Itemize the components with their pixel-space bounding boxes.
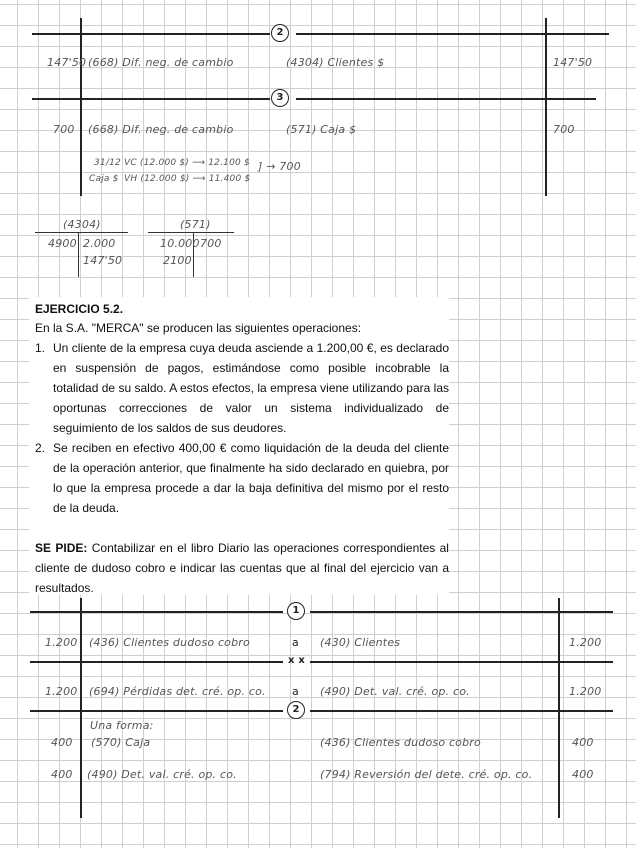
debit-amount: 147'50 bbox=[47, 56, 87, 69]
top-journal-left-margin bbox=[80, 18, 82, 196]
note-calc: VH (12.000 $) ⟶ 11.400 $ bbox=[124, 174, 251, 184]
entry-number-badge: 2 bbox=[287, 701, 305, 719]
exercise-intro: En la S.A. "MERCA" se producen las siguientes operaciones: bbox=[35, 321, 362, 335]
operation-text: Un cliente de la empresa cuya deuda asciende a 1.200,00 €, es declarado en suspensión de pagos, estimándose como posible incobrable la totalidad de su saldo. A estos efectos, la empresa viene utilizando para las oportunas correcciones de valor un sistema individualizado de seguimiento de los saldos de sus deudores. bbox=[53, 341, 449, 435]
debit-account: (436) Clientes dudoso cobro bbox=[89, 636, 250, 649]
debit-account: (694) Pérdidas det. cré. op. co. bbox=[89, 685, 266, 698]
credit-amount: 1.200 bbox=[569, 636, 602, 649]
t-account-title: (4304) bbox=[63, 218, 101, 231]
top-journal-right-margin bbox=[545, 18, 547, 196]
t-account-right-value: 2.000 bbox=[83, 237, 116, 250]
debit-account: (668) Dif. neg. de cambio bbox=[88, 123, 234, 136]
credit-account: (436) Clientes dudoso cobro bbox=[320, 736, 481, 749]
connector: a bbox=[292, 685, 299, 698]
operations-list bbox=[35, 338, 449, 518]
credit-account: (571) Caja $ bbox=[286, 123, 357, 136]
entry-separator bbox=[30, 611, 283, 613]
note-label: 31/12 bbox=[94, 158, 121, 168]
exercise-title: EJERCICIO 5.2. bbox=[35, 302, 124, 316]
task-label: SE PIDE: bbox=[35, 541, 88, 555]
note-label: Caja $ bbox=[89, 174, 119, 184]
debit-account: (490) Det. val. cré. op. co. bbox=[87, 768, 237, 781]
debit-amount: 1.200 bbox=[45, 636, 78, 649]
operation-text: Se reciben en efectivo 400,00 € como liquidación de la deuda del cliente de la operación anterior, que finalmente ha sido declarado en quiebra, por lo que la empresa procede a dar la baja definitiva del mismo por el resto de la deuda. bbox=[53, 441, 449, 515]
t-account-right-value: 700 bbox=[200, 237, 222, 250]
credit-account: (4304) Clientes $ bbox=[286, 56, 385, 69]
operation-number: 1. bbox=[35, 341, 46, 355]
entry-separator bbox=[32, 33, 270, 35]
debit-amount: 700 bbox=[53, 123, 75, 136]
credit-amount: 147'50 bbox=[553, 56, 593, 69]
t-account-left-value: 10.000 bbox=[160, 237, 200, 250]
credit-amount: 400 bbox=[572, 768, 594, 781]
entry-number-badge: 1 bbox=[287, 602, 305, 620]
t-account-left-value: 2100 bbox=[163, 254, 192, 267]
entry-separator bbox=[296, 98, 596, 100]
note-calc: VC (12.000 $) ⟶ 12.100 $ bbox=[124, 158, 250, 168]
credit-amount: 400 bbox=[572, 736, 594, 749]
debit-account: (668) Dif. neg. de cambio bbox=[88, 56, 234, 69]
t-account-top-line bbox=[148, 232, 234, 233]
entry-separator bbox=[30, 661, 283, 663]
entry-number-badge: 3 bbox=[271, 89, 289, 107]
t-account-top-line bbox=[35, 232, 128, 233]
debit-amount: 400 bbox=[51, 768, 73, 781]
operation-item bbox=[35, 438, 449, 518]
entry-separator bbox=[32, 98, 270, 100]
credit-amount: 1.200 bbox=[569, 685, 602, 698]
t-account-right-value: 147'50 bbox=[83, 254, 123, 267]
exercise-statement bbox=[29, 297, 449, 595]
operation-number: 2. bbox=[35, 441, 46, 455]
credit-account: (430) Clientes bbox=[320, 636, 401, 649]
entry-separator bbox=[310, 661, 613, 663]
t-account-center-line bbox=[78, 232, 79, 277]
note-result: ] → 700 bbox=[258, 160, 301, 173]
t-account-left-value: 4900 bbox=[48, 237, 77, 250]
entry-number-badge: 2 bbox=[271, 24, 289, 42]
credit-amount: 700 bbox=[553, 123, 575, 136]
entry-separator-mark: x x bbox=[288, 655, 305, 666]
credit-account: (794) Reversión del dete. cré. op. co. bbox=[320, 768, 533, 781]
connector: a bbox=[292, 636, 299, 649]
entry-separator bbox=[310, 611, 613, 613]
entry-note: Una forma: bbox=[90, 719, 154, 732]
task-text: Contabilizar en el libro Diario las operaciones correspondientes al cliente de dudoso cobro e indicar las cuentas que al final del ejercicio van a resultados. bbox=[35, 541, 449, 595]
entry-separator bbox=[296, 33, 609, 35]
entry-separator bbox=[30, 710, 283, 712]
bottom-journal-left-margin bbox=[80, 598, 82, 818]
bottom-journal-right-margin bbox=[558, 598, 560, 818]
operation-item bbox=[35, 338, 449, 438]
entry-separator bbox=[310, 710, 613, 712]
t-account-title: (571) bbox=[180, 218, 211, 231]
credit-account: (490) Det. val. cré. op. co. bbox=[320, 685, 470, 698]
debit-amount: 400 bbox=[51, 736, 73, 749]
debit-amount: 1.200 bbox=[45, 685, 78, 698]
debit-account: (570) Caja bbox=[91, 736, 151, 749]
exercise-task bbox=[35, 538, 449, 598]
